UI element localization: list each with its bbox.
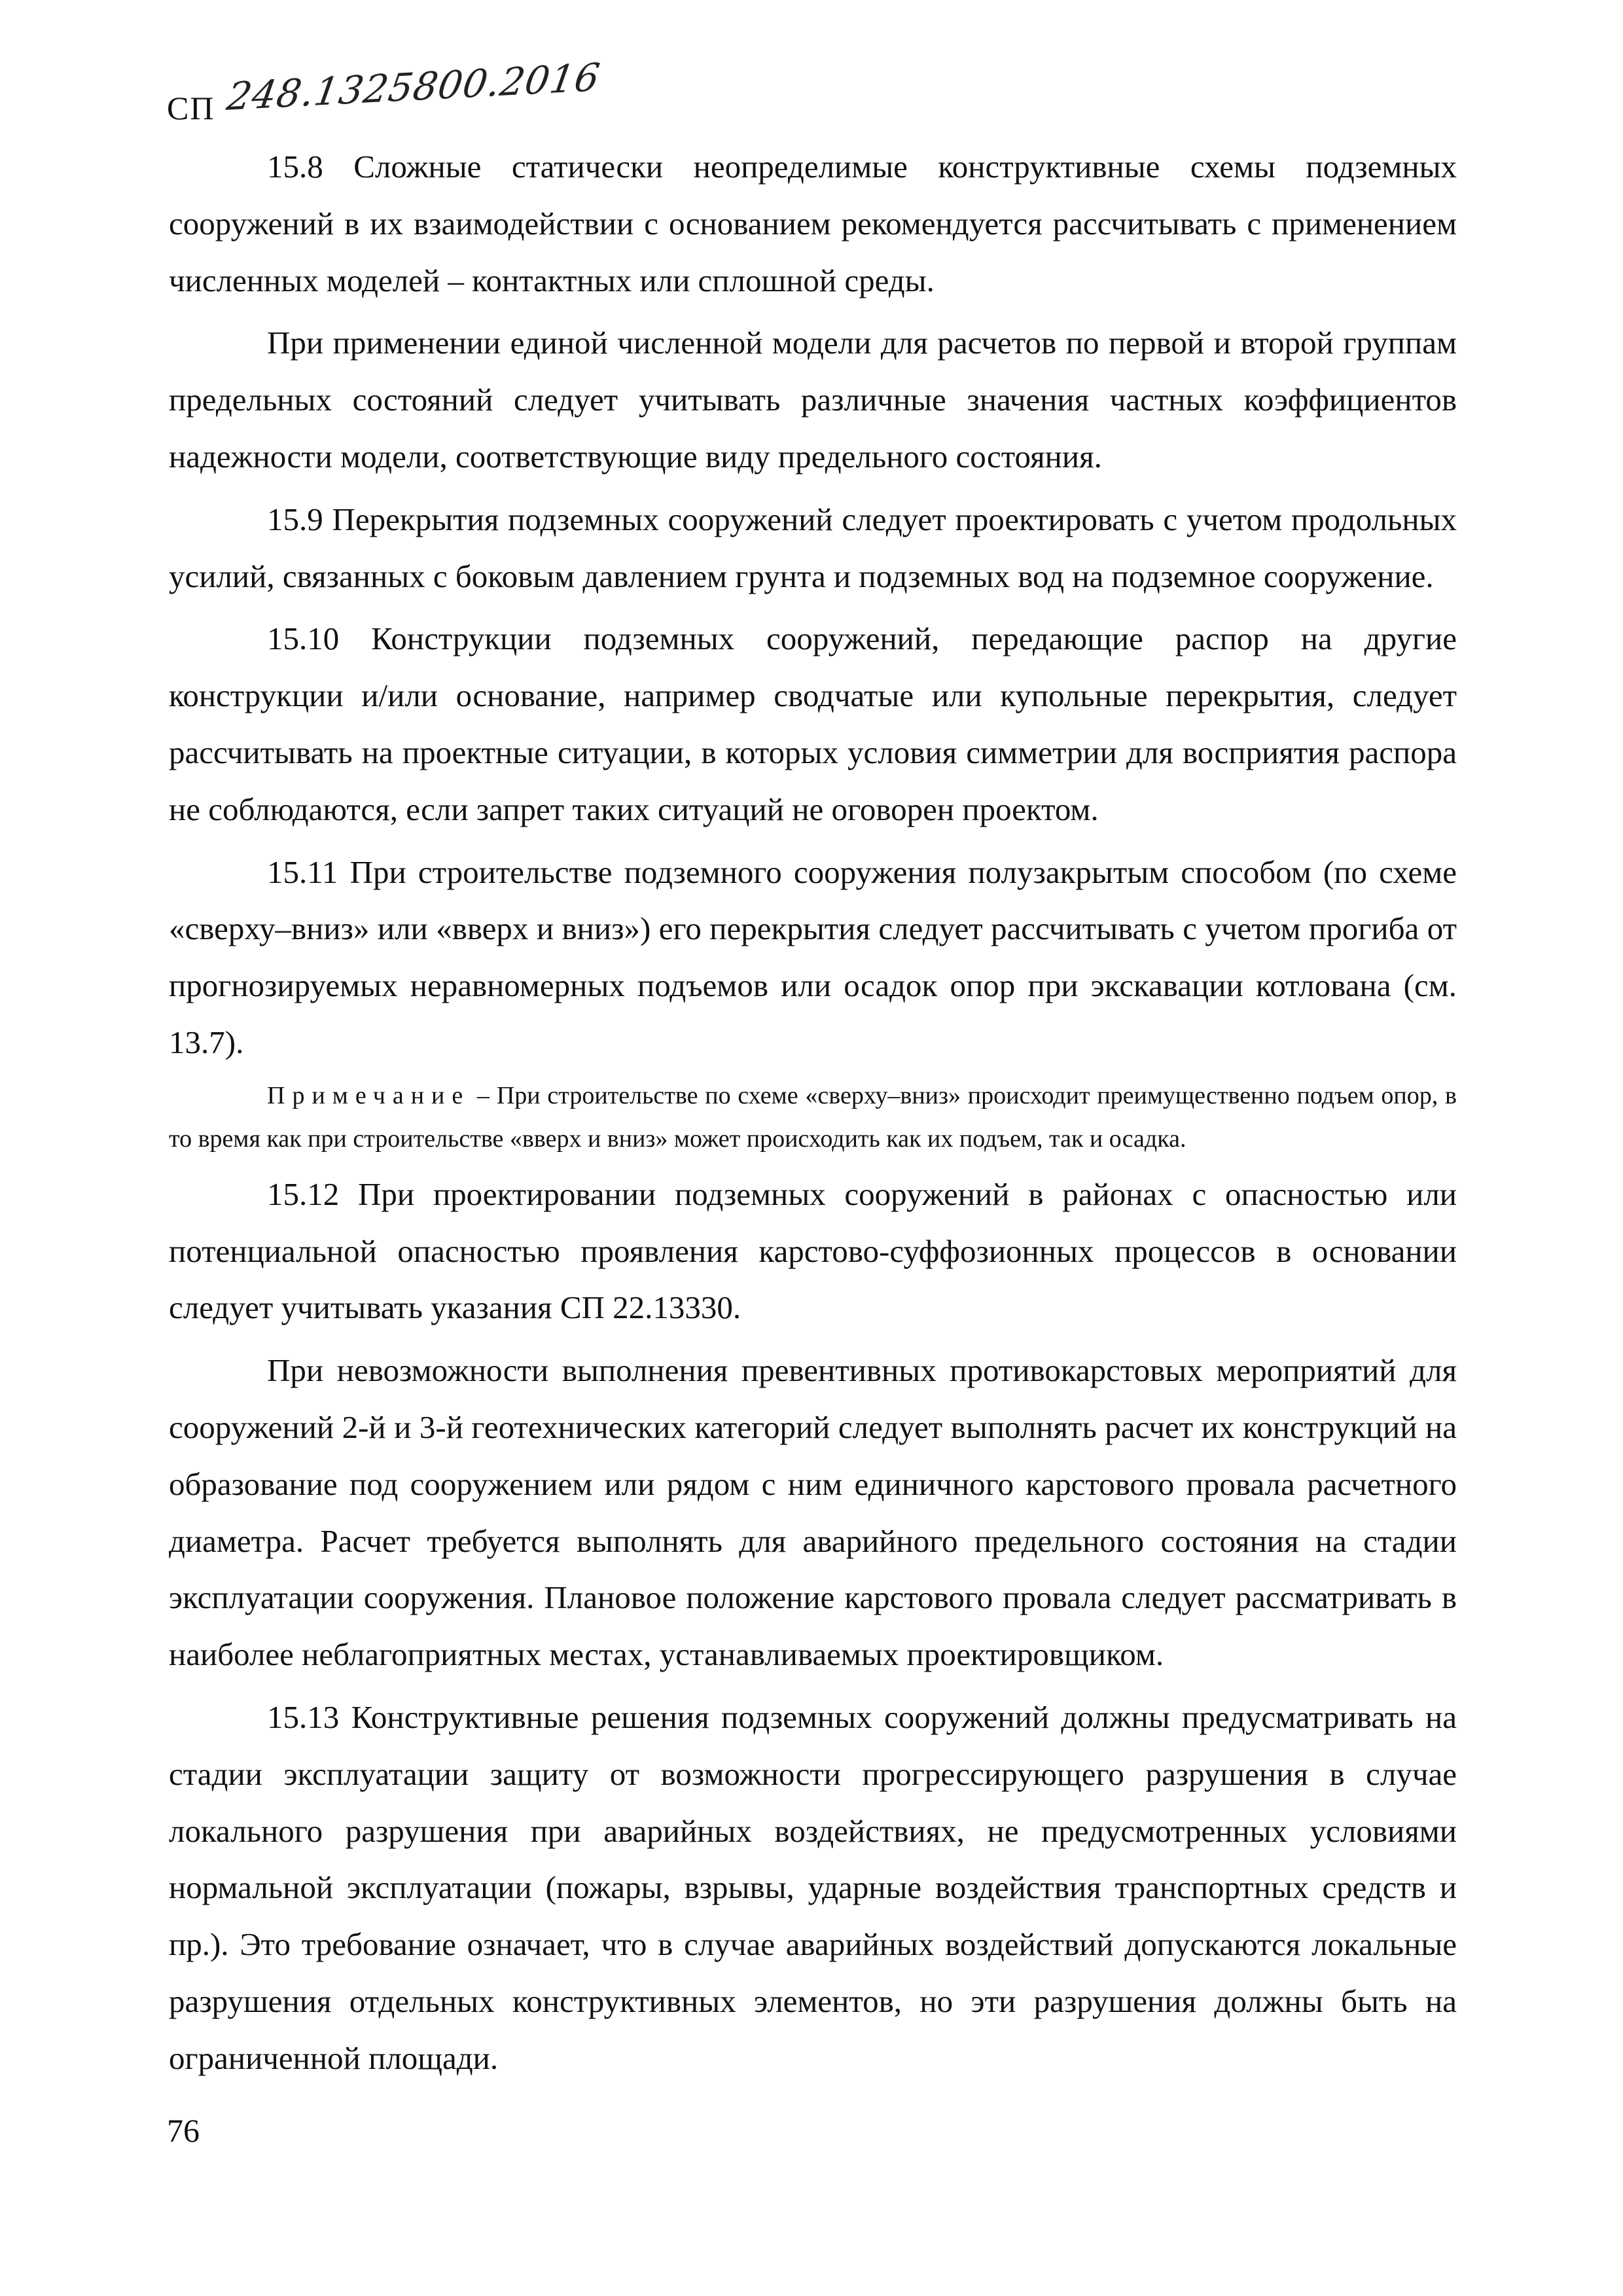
paragraph-15-12-continued: При невозможности выполнения превентивных противокарстовых мероприятий для сооружений 2-й и 3-й геотехнических категорий следует выполнять расчет их конструкций на образование под сооружением или рядом с ним единичного карстового провала расчетного диаметра. Расчет требуется выполнять для аварийного предельного состояния на стадии эксплуатации сооружения. Плановое положение карстового провала следует рассматривать в наиболее неблагоприятных местах, устанавливаемых проектировщиком. bbox=[169, 1352, 1457, 1673]
note-text: – При строительстве по схеме «сверху–вниз» происходит преимущественно подъем опор, в то время как при строительстве «вверх и вниз» может происходить как их подъем, так и осадка. bbox=[169, 1081, 1457, 1153]
document-body bbox=[169, 139, 1457, 2087]
document-header bbox=[167, 54, 604, 128]
paragraph-15-8: 15.8 Сложные статически неопределимые конструктивные схемы подземных сооружений в их взаимодействии с основанием рекомендуется рассчитывать с применением численных моделей – контактных или сплошной среды. bbox=[169, 149, 1457, 298]
handwritten-standard-code: 248.1325800.2016 bbox=[224, 54, 604, 119]
note-label: Примечание bbox=[267, 1081, 471, 1109]
paragraph-15-13: 15.13 Конструктивные решения подземных сооружений должны предусматривать на стадии эксплуатации защиту от возможности прогрессирующего разрушения в случае локального разрушения при аварийных воздействиях, не предусмотренных условиями нормальной эксплуатации (пожары, взрывы, ударные воздействия транспортных средств и пр.). Это требование означает, что в случае аварийных воздействий допускаются локальные разрушения отдельных конструктивных элементов, но эти разрушения должны быть на ограниченной площади. bbox=[169, 1698, 1457, 2076]
page-number: 76 bbox=[167, 2112, 200, 2149]
paragraph-15-10: 15.10 Конструкции подземных сооружений, передающие распор на другие конструкции и/или основание, например сводчатые или купольные перекрытия, следует рассчитывать на проектные ситуации, в которых условия симметрии для восприятия распора не соблюдаются, если запрет таких ситуаций не оговорен проектом. bbox=[169, 620, 1457, 827]
standard-prefix: СП bbox=[167, 90, 215, 126]
paragraph-15-11: 15.11 При строительстве подземного сооружения полузакрытым способом (по схеме «сверху–вниз» или «вверх и вниз») его перекрытия следует рассчитывать с учетом прогиба от прогнозируемых неравномерных подъемов или осадок опор при экскавации котлована (см. 13.7). bbox=[169, 853, 1457, 1060]
paragraph-15-12: 15.12 При проектировании подземных сооружений в районах с опасностью или потенциальной опасностью проявления карстово-суффозионных процессов в основании следует учитывать указания СП 22.13330. bbox=[169, 1175, 1457, 1326]
paragraph-15-9: 15.9 Перекрытия подземных сооружений следует проектировать с учетом продольных усилий, связанных с боковым давлением грунта и подземных вод на подземное сооружение. bbox=[169, 501, 1457, 594]
paragraph-15-8-continued: При применении единой численной модели для расчетов по первой и второй группам предельных состояний следует учитывать различные значения частных коэффициентов надежности модели, соответствующие виду предельного состояния. bbox=[169, 325, 1457, 475]
note bbox=[169, 1074, 1457, 1160]
